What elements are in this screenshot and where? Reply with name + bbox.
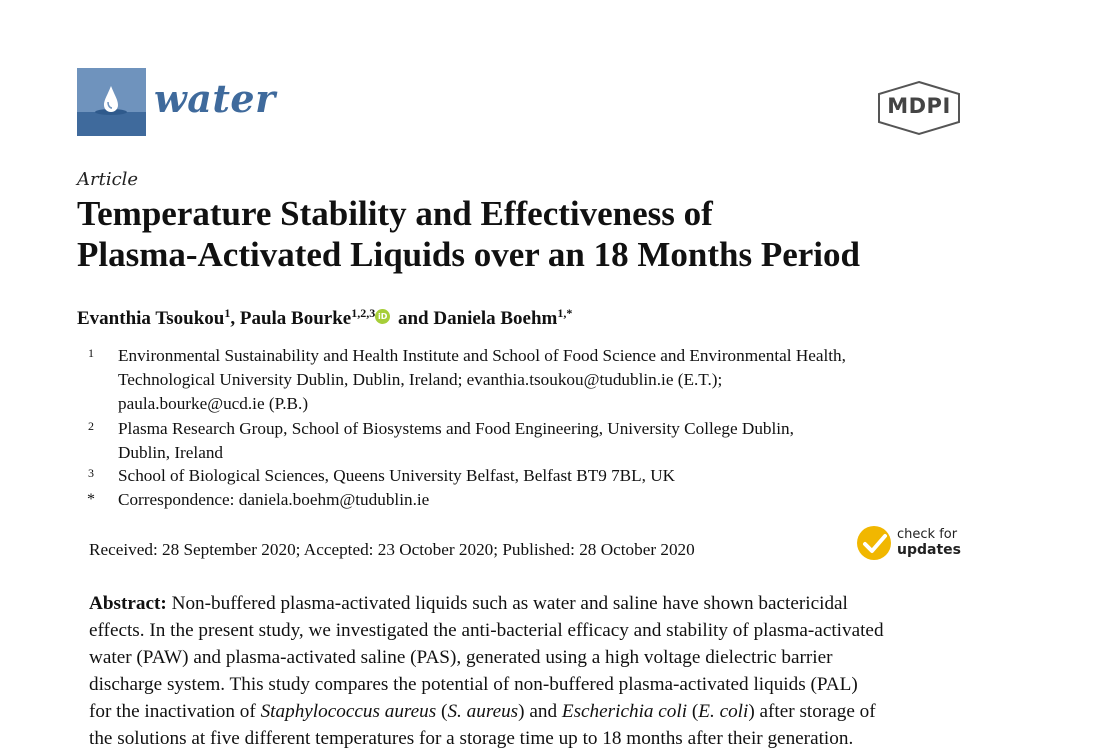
species-abbrev: E. coli	[698, 701, 749, 722]
abstract-line-3: water (PAW) and plasma-activated saline (PAS), generated using a high voltage dielectric barrier	[89, 647, 833, 668]
abstract-text: (	[436, 701, 448, 722]
author-name[interactable]: Daniela Boehm	[433, 308, 558, 329]
author-affil-sup: 1,*	[557, 306, 573, 320]
affiliation-line: Technological University Dublin, Dublin, Ireland; evanthia.tsoukou@tudublin.ie (E.T.);	[118, 370, 723, 389]
abstract-label: Abstract:	[89, 593, 167, 614]
abstract-line-1	[89, 590, 969, 617]
orcid-icon[interactable]: iD	[375, 309, 390, 324]
publication-dates: Received: 28 September 2020; Accepted: 23 October 2020; Published: 28 October 2020	[89, 540, 695, 559]
abstract-text: (	[687, 701, 699, 722]
affiliation-line: Plasma Research Group, School of Biosystems and Food Engineering, University College Dublin,	[118, 419, 794, 438]
species-name: Escherichia coli	[561, 701, 688, 722]
correspondence-line: Correspondence: daniela.boehm@tudublin.ie	[118, 490, 430, 509]
abstract-text: Non-buffered plasma-activated liquids such as water and saline have shown bactericidal	[171, 593, 848, 614]
journal-logo	[77, 68, 146, 136]
affiliation-3	[88, 464, 988, 488]
title-line-1: Temperature Stability and Effectiveness of	[77, 194, 713, 233]
affiliation-mark: 3	[88, 466, 94, 480]
check-for-updates-button[interactable]	[857, 524, 967, 564]
correspondence	[87, 488, 988, 512]
check-badge-line1: check for	[897, 527, 958, 542]
correspondence-mark: *	[87, 491, 95, 508]
author-separator: and	[393, 308, 434, 329]
affiliation-line: Environmental Sustainability and Health Institute and School of Food Science and Environmental Health,	[118, 346, 846, 365]
author-name[interactable]: Paula Bourke	[239, 308, 352, 329]
affiliation-mark: 2	[88, 419, 94, 433]
abstract-text: for the inactivation of	[89, 701, 261, 722]
abstract-line-5	[89, 698, 969, 725]
article-title	[77, 193, 1037, 275]
abstract-line-2: effects. In the present study, we investigated the anti-bacterial efficacy and stability of plasma-activated	[89, 620, 884, 641]
species-abbrev: S. aureus	[447, 701, 519, 722]
article-type: Article	[77, 169, 139, 190]
affiliation-2	[88, 417, 988, 465]
publisher-logo[interactable]	[875, 80, 963, 136]
checkmark-icon	[857, 526, 891, 560]
title-line-2: Plasma-Activated Liquids over an 18 Months Period	[77, 235, 860, 274]
affiliation-mark: 1	[88, 346, 94, 360]
author-affil-sup: 1,2,3	[351, 306, 376, 320]
abstract-line-4: discharge system. This study compares the potential of non-buffered plasma-activated liquids (PAL)	[89, 674, 858, 695]
abstract-text: ) after storage of	[748, 701, 876, 722]
affiliation-line: Dublin, Ireland	[118, 443, 224, 462]
affiliation-line: paula.bourke@ucd.ie (P.B.)	[118, 394, 309, 413]
author-name[interactable]: Evanthia Tsoukou	[77, 308, 225, 329]
abstract	[89, 590, 969, 752]
abstract-line-6: the solutions at five different temperatures for a storage time up to 18 months after their generation.	[89, 728, 854, 749]
affiliation-1	[88, 344, 988, 416]
author-affil-sup: 1	[224, 306, 231, 320]
check-badge-line2: updates	[897, 542, 961, 558]
publisher-name: MDPI	[887, 94, 951, 118]
abstract-text: ) and	[518, 701, 562, 722]
species-name: Staphylococcus aureus	[260, 701, 437, 722]
water-drop-icon	[77, 68, 146, 136]
journal-name[interactable]: water	[154, 76, 276, 121]
author-list	[77, 306, 572, 330]
author-separator: ,	[230, 308, 240, 329]
affiliation-line: School of Biological Sciences, Queens University Belfast, Belfast BT9 7BL, UK	[118, 466, 676, 485]
